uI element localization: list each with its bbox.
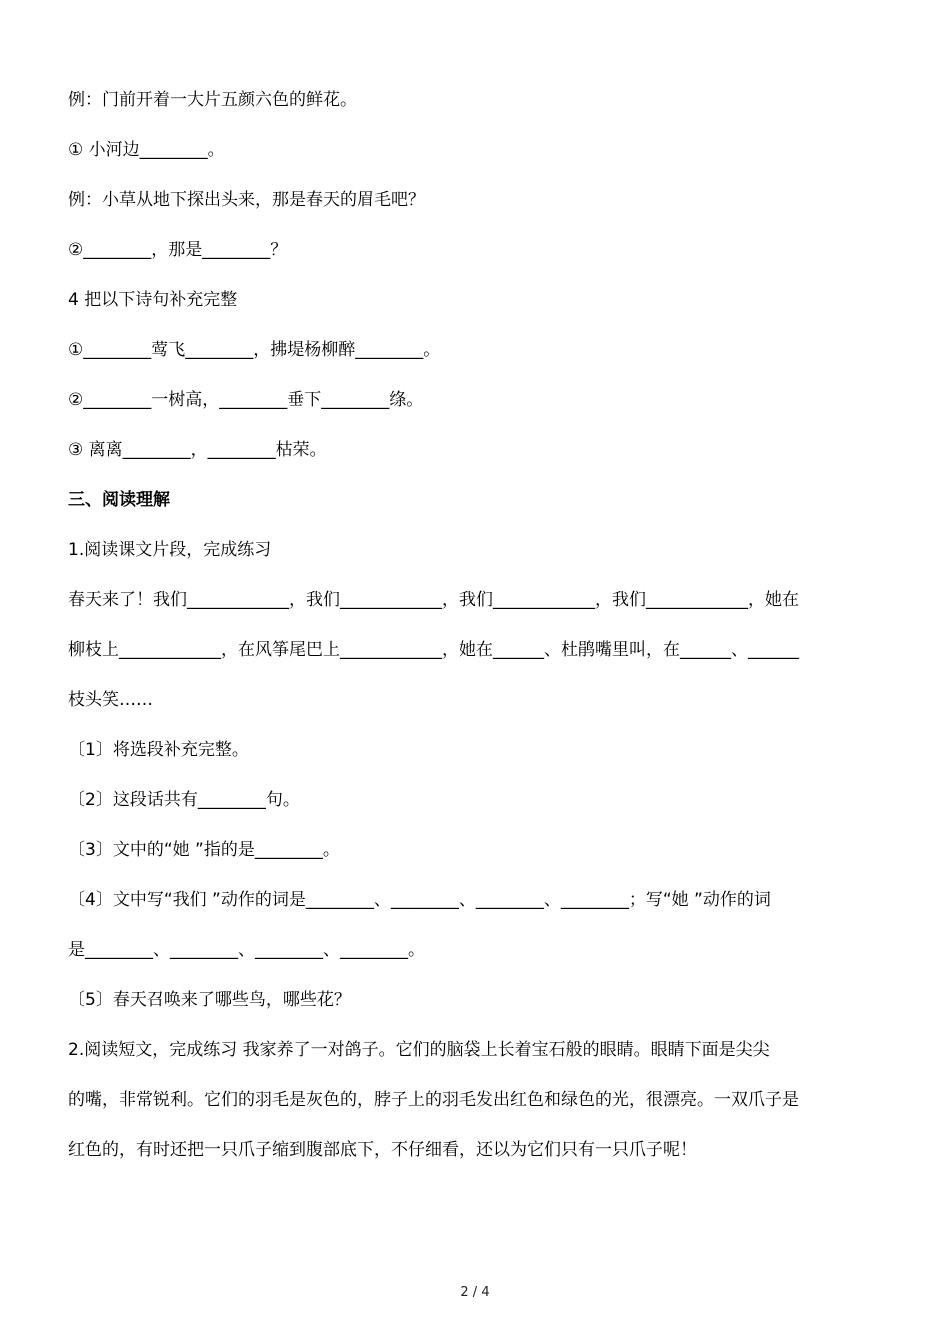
example-line-1: 例：门前开着一大片五颜六色的鲜花。 — [68, 90, 357, 110]
poem-fill-1: ①________莺飞________，拂堤杨柳醉________。 — [68, 340, 441, 360]
exercise-item-1: ① 小河边________。 — [68, 140, 225, 160]
passage-line-3: 枝头笑…… — [68, 690, 153, 710]
reading-2-passage-3: 红色的，有时还把一只爪子缩到腹部底下，不仔细看，还以为它们只有一只爪子呢！ — [68, 1140, 697, 1160]
sub-question-4: 〔4〕文中写“我们 ”动作的词是________、________、________、________；写“她 ”动作的词 — [68, 890, 771, 910]
section-heading-reading: 三、阅读理解 — [68, 490, 170, 510]
example-line-2: 例：小草从地下探出头来，那是春天的眉毛吧？ — [68, 190, 425, 210]
passage-line-1: 春天来了！我们____________，我们____________，我们____________，我们____________，她在 — [68, 590, 799, 610]
question-4-heading: 4 把以下诗句补充完整 — [68, 290, 238, 310]
reading-2-passage-2: 的嘴，非常锐利。它们的羽毛是灰色的，脖子上的羽毛发出红色和绿色的光，很漂亮。一双爪子是 — [68, 1090, 799, 1110]
poem-fill-2: ②________一树高，________垂下________绦。 — [68, 390, 424, 410]
sub-question-3: 〔3〕文中的“她 ”指的是________。 — [68, 840, 340, 860]
poem-fill-3: ③ 离离________，________枯荣。 — [68, 440, 327, 460]
reading-1-heading: 1.阅读课文片段，完成练习 — [68, 540, 272, 560]
passage-line-2: 柳枝上____________，在风筝尾巴上____________，她在______、杜鹃嘴里叫，在______、______ — [68, 640, 799, 660]
sub-question-5: 〔5〕春天召唤来了哪些鸟，哪些花？ — [68, 990, 351, 1010]
page-number: 2 / 4 — [460, 1285, 490, 1300]
sub-question-2: 〔2〕这段话共有________句。 — [68, 790, 300, 810]
exercise-item-2: ②________，那是________？ — [68, 240, 288, 260]
sub-question-1: 〔1〕将选段补充完整。 — [68, 740, 249, 760]
reading-2-passage-1: 2.阅读短文，完成练习 我家养了一对鸽子。它们的脑袋上长着宝石般的眼睛。眼睛下面是尖尖 — [68, 1040, 770, 1060]
sub-question-4-cont: 是________、________、________、________。 — [68, 940, 425, 960]
